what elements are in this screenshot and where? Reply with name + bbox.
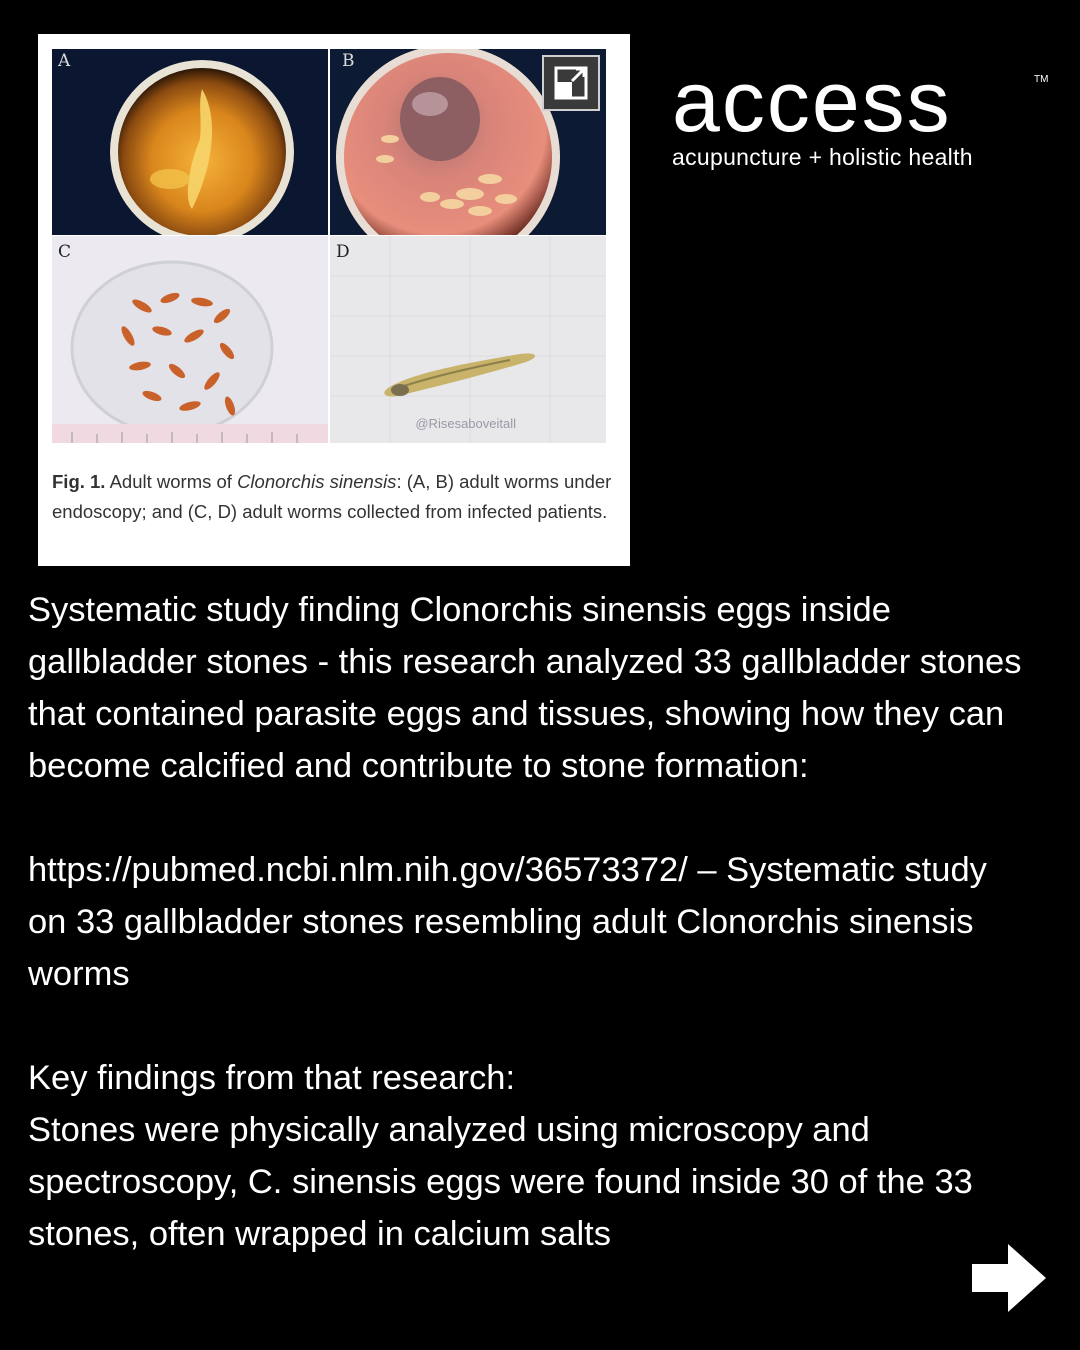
expand-icon [544,57,598,109]
brand-logo [672,54,1052,171]
arrow-right-icon [970,1240,1048,1316]
logo-tagline: acupuncture + holistic health [672,144,973,170]
panel-letter-c: C [58,242,72,262]
expand-button[interactable] [542,55,600,111]
paragraph-pubmed-link[interactable]: https://pubmed.ncbi.nlm.nih.gov/36573372/ – Systematic study on 33 gallbladder stones resembling adult Clonorchis sinensis worms [28,851,987,993]
caption-species: Clonorchis sinensis [237,471,397,492]
figure-card [38,34,630,566]
panel-c-dish-image [52,236,328,443]
caption-text-2: : (A, B) adult worms under endoscopy; and (C, D) adult worms collected from infected patients. [52,471,612,522]
logo-trademark: TM [1034,74,1049,85]
panel-a-endoscopy-image [52,49,328,235]
panel-letter-d: D [336,242,350,262]
caption-label: Fig. 1. [52,471,106,492]
paragraph-study-summary: Systematic study finding Clonorchis sinensis eggs inside gallbladder stones - this research analyzed 33 gallbladder stones that contained parasite eggs and tissues, showing how they can become calcified and contribute to stone formation: [28,591,1022,785]
caption-text-1: Adult worms of [105,471,238,492]
figure-caption [52,467,612,527]
panel-letter-a: A [58,51,71,71]
key-findings-heading: Key findings from that research: [28,1059,516,1097]
panel-letter-b: B [342,51,355,71]
paragraph-key-findings: Stones were physically analyzed using microscopy and spectroscopy, C. sinensis eggs were found inside 30 of the 33 stones, often wrapped in calcium salts [28,1111,973,1253]
post-body-text [28,584,1028,1260]
panel-d-worm-image [330,236,606,443]
logo-wordmark: access [672,54,952,150]
watermark-text: @Risesaboveitall [415,416,516,431]
panel-b-endoscopy-image [330,49,606,235]
next-slide-button[interactable] [970,1240,1048,1316]
